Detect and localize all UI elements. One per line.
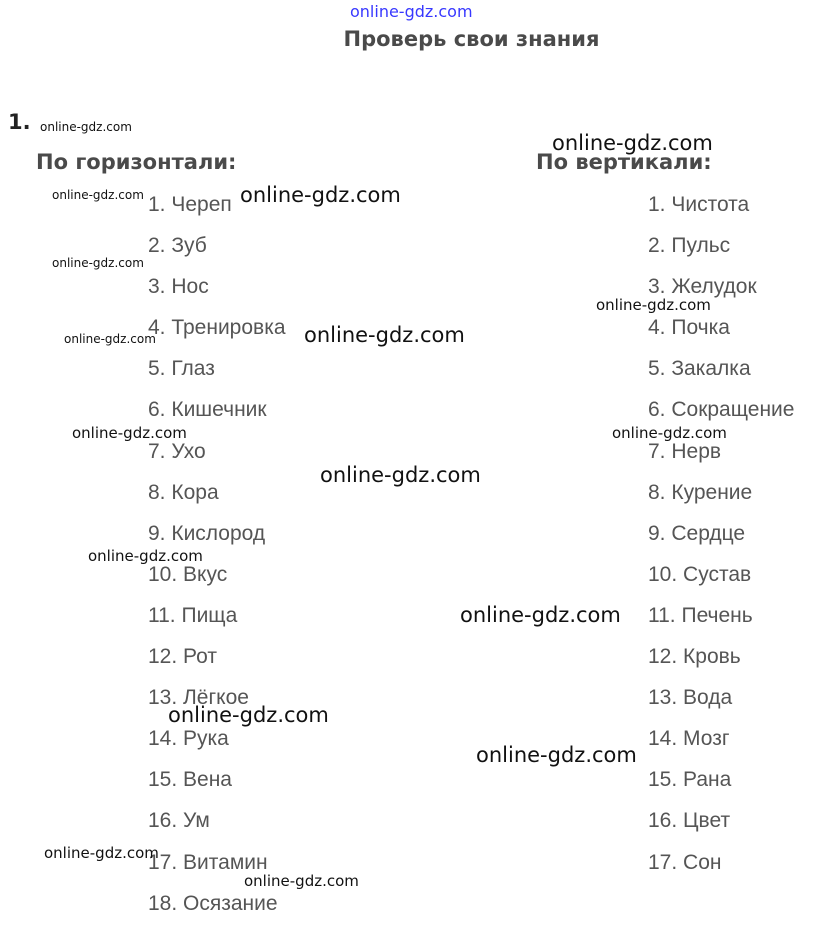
watermark: online-gdz.com [476, 743, 637, 767]
site-watermark-top: online-gdz.com [350, 2, 473, 21]
watermark: online-gdz.com [52, 188, 144, 202]
horizontal-answer: 13. Лёгкое [148, 686, 249, 710]
vertical-answer: 8. Курение [648, 480, 753, 504]
vertical-answer: 14. Мозг [648, 727, 730, 751]
watermark: online-gdz.com [460, 603, 621, 627]
horizontal-answer: 8. Кора [148, 480, 219, 504]
horizontal-answer: 9. Кислород [148, 521, 266, 545]
vertical-answer: 3. Желудок [648, 275, 757, 299]
watermark: online-gdz.com [612, 424, 727, 442]
page-title: Проверь свои знания [343, 27, 600, 51]
task-number: 1. [8, 110, 31, 134]
horizontal-answer: 15. Вена [148, 768, 232, 792]
vertical-answer: 9. Сердце [648, 521, 746, 545]
watermark: online-gdz.com [168, 703, 329, 727]
watermark: online-gdz.com [244, 872, 359, 890]
watermark: online-gdz.com [304, 323, 465, 347]
vertical-answer: 16. Цвет [648, 809, 731, 833]
vertical-answer: 6. Сокращение [648, 398, 795, 422]
watermark: online-gdz.com [320, 463, 481, 487]
vertical-answer: 17. Сон [648, 850, 722, 874]
horizontal-answer: 6. Кишечник [148, 398, 267, 422]
watermark: online-gdz.com [52, 256, 144, 270]
watermark: online-gdz.com [44, 844, 159, 862]
vertical-answer: 13. Вода [648, 686, 733, 710]
horizontal-answer: 7. Ухо [148, 439, 206, 463]
watermark: online-gdz.com [88, 547, 203, 565]
vertical-answer: 4. Почка [648, 316, 730, 340]
watermark: online-gdz.com [72, 424, 187, 442]
horizontal-answer: 4. Тренировка [148, 316, 286, 340]
vertical-answer: 12. Кровь [648, 645, 741, 669]
horizontal-answer: 11. Пища [148, 603, 238, 627]
vertical-answer: 1. Чистота [648, 193, 750, 216]
horizontal-answer: 12. Рот [148, 645, 217, 669]
watermark: online-gdz.com [240, 183, 401, 207]
horizontal-answer: 16. Ум [148, 809, 210, 833]
watermark: online-gdz.com [64, 332, 156, 346]
horizontal-answer: 5. Глаз [148, 357, 215, 381]
horizontal-answer: 18. Осязание [148, 891, 278, 915]
horizontal-answer: 3. Нос [148, 275, 209, 299]
vertical-answer: 10. Сустав [648, 562, 752, 586]
horizontal-answer: 14. Рука [148, 727, 229, 751]
horizontal-answer: 2. Зуб [148, 234, 207, 258]
vertical-answer: 5. Закалка [648, 357, 751, 381]
watermark: online-gdz.com [596, 296, 711, 314]
watermark: online-gdz.com [40, 120, 132, 134]
vertical-heading: По вертикали: [536, 150, 712, 174]
vertical-answer: 2. Пульс [648, 234, 731, 258]
horizontal-answer: 10. Вкус [148, 562, 228, 586]
vertical-answer: 11. Печень [648, 603, 753, 627]
horizontal-answer: 1. Череп [148, 193, 232, 216]
horizontal-heading: По горизонтали: [36, 150, 237, 174]
vertical-answer-list [648, 190, 794, 889]
vertical-answer: 15. Рана [648, 768, 732, 792]
vertical-answer: 7. Нерв [648, 439, 722, 463]
horizontal-answer: 17. Витамин [148, 850, 268, 874]
watermark: online-gdz.com [552, 131, 713, 155]
